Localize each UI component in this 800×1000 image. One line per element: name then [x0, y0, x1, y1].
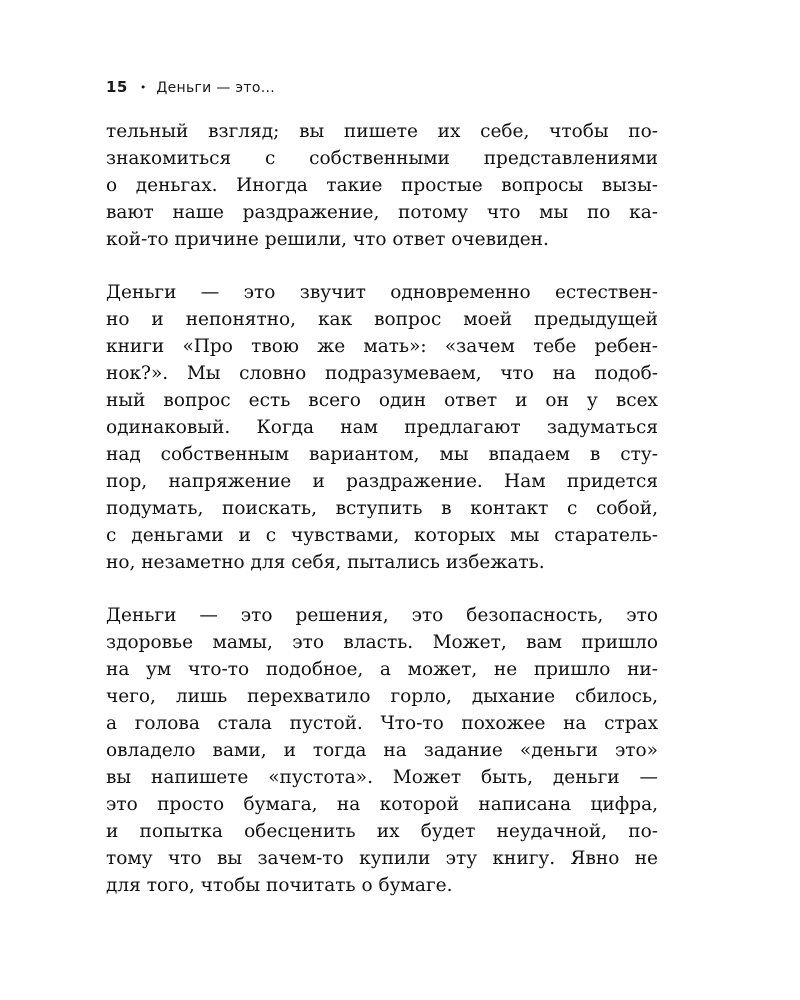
running-head — [106, 78, 275, 96]
chapter-title: Деньги — это... — [156, 80, 275, 96]
text-line: ный вопрос есть всего один ответ и он у всех — [106, 390, 658, 411]
paragraph-1 — [106, 118, 658, 253]
text-line: тому что вы зачем-то купили эту книгу. Явно не — [106, 848, 658, 869]
body-text — [106, 118, 658, 899]
text-line: овладело вами, и тогда на задание «деньги это» — [106, 740, 658, 761]
text-line: пор, напряжение и раздражение. Нам придется — [106, 471, 658, 492]
text-line: подумать, поискать, вступить в контакт с собой, — [106, 498, 658, 519]
text-line: над собственным вариантом, мы впадаем в сту- — [106, 444, 658, 465]
text-line: нок?». Мы словно подразумеваем, что на подоб- — [106, 363, 658, 384]
text-line: знакомиться с собственными представлениями — [106, 148, 658, 169]
paragraph-2 — [106, 279, 658, 576]
text-line: Деньги — это звучит одновременно естествен- — [106, 282, 658, 303]
text-line: это просто бумага, на которой написана цифра, — [106, 794, 658, 815]
bullet-separator: • — [139, 81, 147, 94]
text-line: одинаковый. Когда нам предлагают задуматься — [106, 417, 658, 438]
text-line: а голова стала пустой. Что-то похожее на страх — [106, 713, 658, 734]
text-line: о деньгах. Иногда такие простые вопросы вызы- — [106, 175, 658, 196]
text-line: вы напишете «пустота». Может быть, деньги — — [106, 767, 658, 788]
text-line: на ум что-то подобное, а может, не пришло ни- — [106, 659, 658, 680]
text-line: но, незаметно для себя, пытались избежать. — [106, 552, 545, 573]
text-line: тельный взгляд; вы пишете их себе, чтобы по- — [106, 121, 658, 142]
text-line: здоровье мамы, это власть. Может, вам пришло — [106, 632, 658, 653]
text-line: для того, чтобы почитать о бумаге. — [106, 875, 453, 896]
text-line: чего, лишь перехватило горло, дыхание сбилось, — [106, 686, 658, 707]
paragraph-3 — [106, 602, 658, 899]
text-line: Деньги — это решения, это безопасность, это — [106, 605, 658, 626]
text-line: с деньгами и с чувствами, которых мы старатель- — [106, 525, 658, 546]
text-line: кой-то причине решили, что ответ очевиден. — [106, 229, 549, 250]
page-number: 15 — [106, 78, 128, 96]
text-line: но и непонятно, как вопрос моей предыдущей — [106, 309, 658, 330]
text-line: книги «Про твою же мать»: «зачем тебе ребен- — [106, 336, 658, 357]
text-line: вают наше раздражение, потому что мы по ка- — [106, 202, 658, 223]
text-line: и попытка обесценить их будет неудачной, по- — [106, 821, 658, 842]
